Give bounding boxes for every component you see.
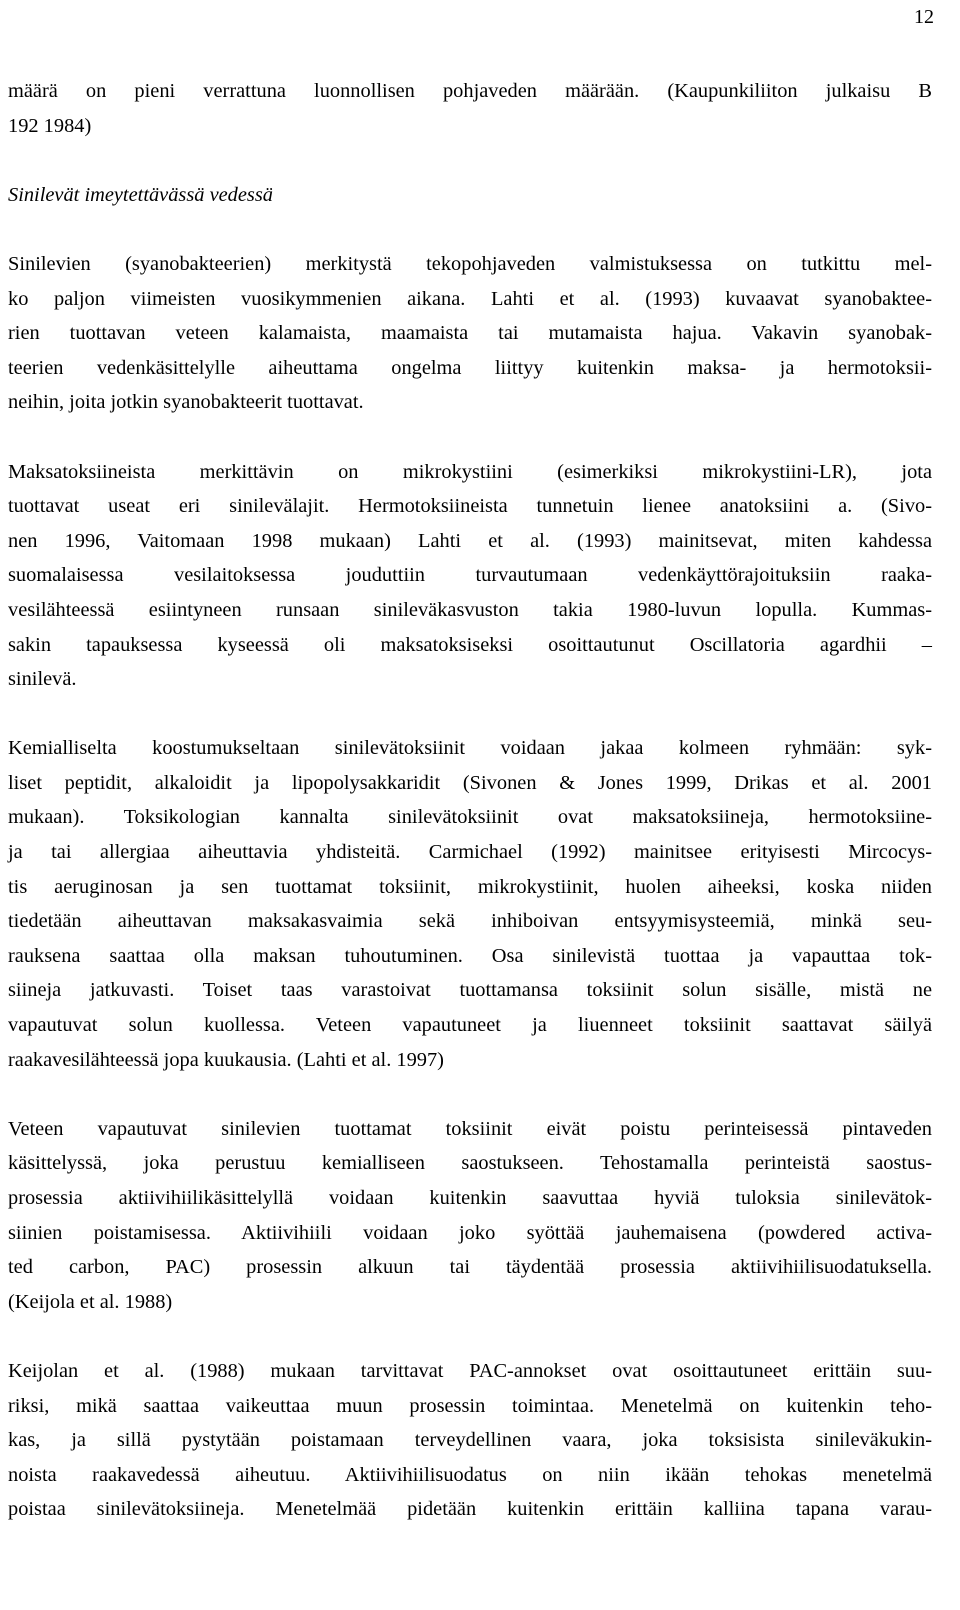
- text-line: sinilevä.: [8, 668, 77, 691]
- paragraph: [8, 1354, 932, 1527]
- text-line: ko paljon viimeisten vuosikymmenien aikana. Lahti et al. (1993) kuvaavat syanobaktee-: [8, 287, 932, 310]
- text-line: siineja jatkuvasti. Toiset taas varastoivat tuottamansa toksiinit solun sisälle, mistä ne: [8, 979, 932, 1002]
- text-line: määrä on pieni verrattuna luonnollisen pohjaveden määrään. (Kaupunkiliiton julkaisu B: [8, 80, 932, 102]
- text-line: 192 1984): [8, 114, 92, 137]
- paragraph: [8, 455, 932, 697]
- text-line: suomalaisessa vesilaitoksessa jouduttiin turvautumaan vedenkäyttörajoituksiin raaka-: [8, 564, 932, 587]
- text-line: teerien vedenkäsittelylle aiheuttama ongelma liittyy kuitenkin maksa- ja hermotoksii-: [8, 356, 932, 379]
- document-body: [8, 74, 932, 1527]
- text-line: noista raakavedessä aiheutuu. Aktiivihiilisuodatus on niin ikään tehokas menetelmä: [8, 1463, 932, 1486]
- text-line: Keijolan et al. (1988) mukaan tarvittavat PAC-annokset ovat osoittautuneet erittäin suu-: [8, 1359, 932, 1382]
- text-line: poistaa sinilevätoksiineja. Menetelmää pidetään kuitenkin erittäin kalliina tapana varau-: [8, 1498, 932, 1521]
- text-line: prosessia aktiivihiilikäsittelyllä voidaan kuitenkin saavuttaa hyviä tuloksia sinilevätok-: [8, 1187, 932, 1209]
- text-line: rauksena saattaa olla maksan tuhoutuminen. Osa sinilevistä tuottaa ja vapauttaa tok-: [8, 944, 932, 967]
- text-line: tis aeruginosan ja sen tuottamat toksiinit, mikrokystiinit, huolen aiheeksi, koska niiden: [8, 875, 932, 898]
- text-line: (Keijola et al. 1988): [8, 1290, 173, 1313]
- text-line: vapautuvat solun kuollessa. Veteen vapautuneet ja liuenneet toksiinit saattavat säilyä: [8, 1014, 932, 1037]
- text-line: ted carbon, PAC) prosessin alkuun tai täydentää prosessia aktiivihiilisuodatuksella.: [8, 1256, 932, 1279]
- text-line: Sinilevien (syanobakteerien) merkitystä tekopohjaveden valmistuksessa on tutkittu mel-: [8, 252, 932, 275]
- text-line: nen 1996, Vaitomaan 1998 mukaan) Lahti et al. (1993) mainitsevat, miten kahdessa: [8, 529, 932, 552]
- text-line: neihin, joita jotkin syanobakteerit tuottavat.: [8, 391, 364, 414]
- section-heading: Sinilevät imeytettävässä vedessä: [8, 183, 273, 206]
- paragraph: [8, 731, 932, 1077]
- text-line: käsittelyssä, joka perustuu kemialliseen saostukseen. Tehostamalla perinteistä saostus-: [8, 1152, 932, 1175]
- text-line: Veteen vapautuvat sinilevien tuottamat toksiinit eivät poistu perinteisessä pintaveden: [8, 1117, 932, 1140]
- paragraph: [8, 74, 932, 143]
- text-line: kas, ja sillä pystytään poistamaan terveydellinen vaara, joka toksisista sinileväkukin-: [8, 1429, 932, 1452]
- text-line: sakin tapauksessa kyseessä oli maksatoksiseksi osoittautunut Oscillatoria agardhii –: [8, 633, 932, 656]
- text-line: liset peptidit, alkaloidit ja lipopolysakkaridit (Sivonen & Jones 1999, Drikas et al. 2001: [8, 771, 932, 794]
- text-line: vesilähteessä esiintyneen runsaan sinileväkasvuston takia 1980-luvun lopulla. Kummas-: [8, 598, 932, 621]
- text-line: mukaan). Toksikologian kannalta sinilevätoksiinit ovat maksatoksiineja, hermotoksiine-: [8, 806, 932, 829]
- text-line: raakavesilähteessä jopa kuukausia. (Lahti et al. 1997): [8, 1048, 444, 1071]
- paragraph: [8, 247, 932, 420]
- text-line: riksi, mikä saattaa vaikeuttaa muun prosessin toimintaa. Menetelmä on kuitenkin teho-: [8, 1394, 932, 1417]
- text-line: tiedetään aiheuttavan maksakasvaimia sekä inhiboivan entsyymisysteemiä, minkä seu-: [8, 910, 932, 933]
- text-line: Kemialliselta koostumukseltaan sinilevätoksiinit voidaan jakaa kolmeen ryhmään: syk-: [8, 737, 932, 760]
- text-line: Maksatoksiineista merkittävin on mikrokystiini (esimerkiksi mikrokystiini-LR), jota: [8, 460, 932, 483]
- paragraph: [8, 1112, 932, 1320]
- text-line: tuottavat useat eri sinilevälajit. Hermotoksiineista tunnetuin lienee anatoksiini a. (Sivo-: [8, 495, 932, 518]
- text-line: siinien poistamisessa. Aktiivihiili voidaan joko syöttää jauhemaisena (powdered activa-: [8, 1221, 932, 1244]
- text-line: ja tai allergiaa aiheuttavia yhdisteitä. Carmichael (1992) mainitsee erityisesti Mircocys-: [8, 841, 932, 864]
- text-line: rien tuottavan veteen kalamaista, maamaista tai mutamaista hajua. Vakavin syanobak-: [8, 322, 932, 345]
- page-number: 12: [914, 6, 934, 28]
